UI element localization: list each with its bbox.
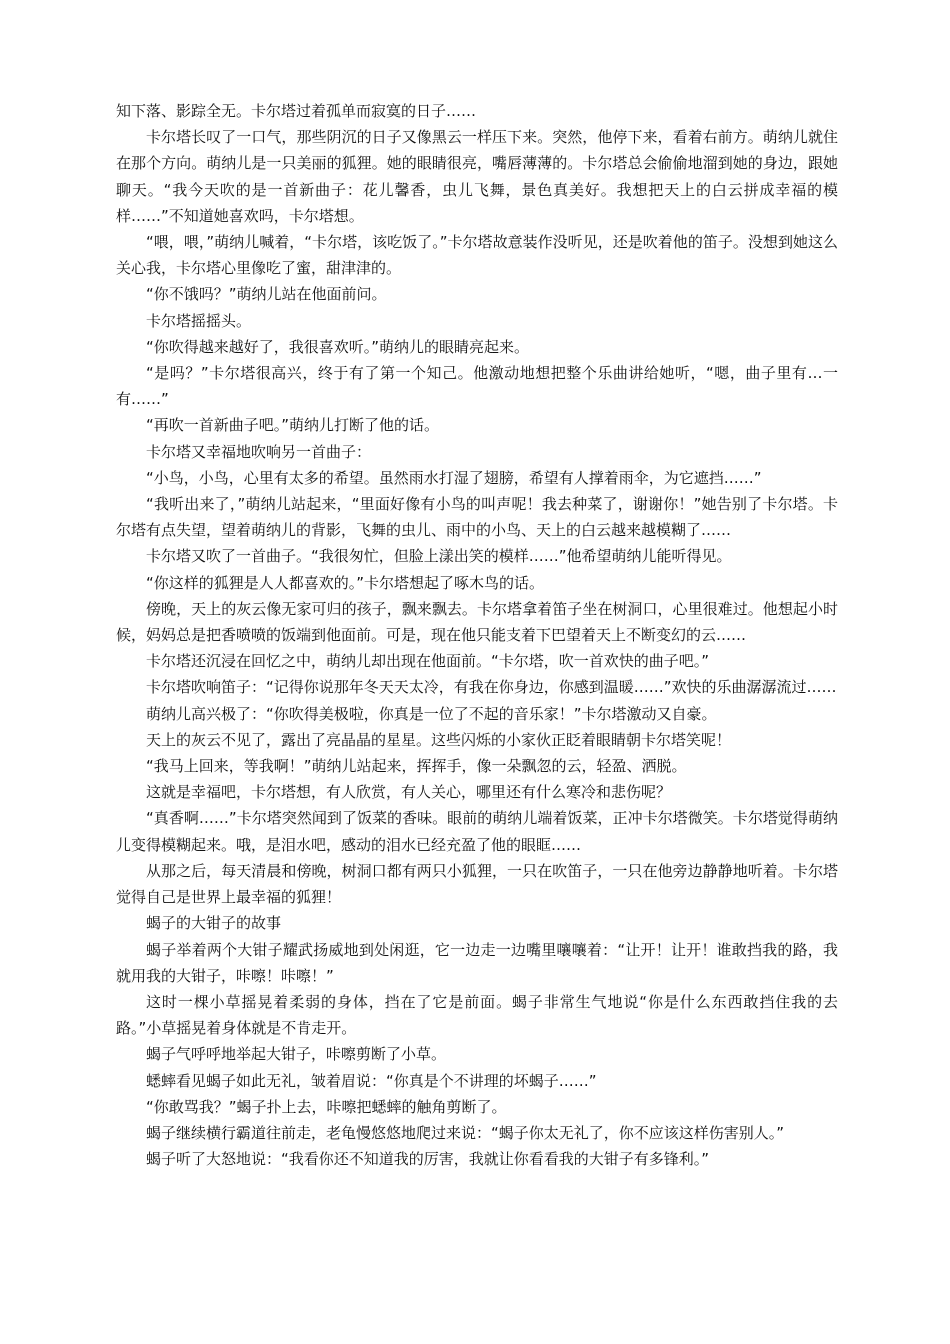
paragraph: “喂，喂，”萌纳儿喊着，“卡尔塔，该吃饭了。”卡尔塔故意装作没听见，还是吹着他的笛子。没想到她这么关心我，卡尔塔心里像吃了蜜，甜津津的。 bbox=[116, 233, 838, 278]
paragraph: “我听出来了，”萌纳儿站起来，“里面好像有小鸟的叫声呢！我去种菜了，谢谢你！”她告别了卡尔塔。卡尔塔有点失望，望着萌纳儿的背影，飞舞的虫儿、雨中的小鸟、天上的白云越来越模糊了…… bbox=[116, 495, 838, 540]
paragraph: “小鸟，小鸟，心里有太多的希望。虽然雨水打湿了翅膀，希望有人撑着雨伞，为它遮挡……” bbox=[146, 468, 762, 487]
paragraph: “你敢骂我？”蝎子扑上去，咔嚓把蟋蟀的触角剪断了。 bbox=[146, 1097, 507, 1116]
paragraph: 卡尔塔长叹了一口气，那些阴沉的日子又像黑云一样压下来。突然，他停下来，看着右前方。萌纳儿就住在那个方向。萌纳儿是一只美丽的狐狸。她的眼睛很亮，嘴唇薄薄的。卡尔塔总会偷偷地溜到她的身边，跟她聊天。“我今天吹的是一首新曲子：花儿馨香，虫儿飞舞，景色真美好。我想把天上的白云拼成幸福的模样……”不知道她喜欢吗，卡尔塔想。 bbox=[116, 128, 838, 225]
paragraph: 从那之后，每天清晨和傍晚，树洞口都有两只小狐狸，一只在吹笛子，一只在他旁边静静地听着。卡尔塔觉得自己是世界上最幸福的狐狸！ bbox=[116, 861, 838, 907]
paragraph: 卡尔塔还沉浸在回忆之中，萌纳儿却出现在他面前。“卡尔塔，吹一首欢快的曲子吧。” bbox=[146, 652, 710, 671]
paragraph: “真香啊……”卡尔塔突然闻到了饭菜的香味。眼前的萌纳儿端着饭菜，正冲卡尔塔微笑。卡尔塔觉得萌纳儿变得模糊起来。哦，是泪水吧，感动的泪水已经充盈了他的眼眶…… bbox=[116, 809, 838, 854]
paragraph: 卡尔塔摇摇头。 bbox=[146, 311, 252, 330]
paragraph: 卡尔塔又吹了一首曲子。“我很匆忙，但脸上漾出笑的模样……”他希望萌纳儿能听得见。 bbox=[146, 547, 732, 566]
paragraph: 知下落、影踪全无。卡尔塔过着孤单而寂寞的日子…… bbox=[116, 102, 477, 120]
paragraph: 卡尔塔又幸福地吹响另一首曲子： bbox=[146, 442, 372, 461]
paragraph: 蝎子举着两个大钳子耀武扬威地到处闲逛，它一边走一边嘴里嚷嚷着：“让开！让开！谁敢挡我的路，我就用我的大钳子，咔嚓！咔嚓！” bbox=[116, 940, 838, 985]
paragraph: 傍晚，天上的灰云像无家可归的孩子，飘来飘去。卡尔塔拿着笛子坐在树洞口，心里很难过。他想起小时候，妈妈总是把香喷喷的饭端到他面前。可是，现在他只能支着下巴望着天上不断变幻的云…… bbox=[116, 599, 838, 645]
paragraph: 蝎子继续横行霸道往前走，老龟慢悠悠地爬过来说：“蝎子你太无礼了，你不应该这样伤害别人。” bbox=[146, 1123, 785, 1142]
paragraph: “是吗？”卡尔塔很高兴，终于有了第一个知己。他激动地想把整个乐曲讲给她听，“嗯，曲子里有…一有……” bbox=[116, 364, 838, 409]
paragraph: “再吹一首新曲子吧。”萌纳儿打断了他的话。 bbox=[146, 416, 440, 435]
paragraph: 蝎子的大钳子的故事 bbox=[146, 914, 282, 933]
paragraph: “我马上回来，等我啊！”萌纳儿站起来，挥挥手，像一朵飘忽的云，轻盈、洒脱。 bbox=[146, 757, 687, 776]
paragraph: “你这样的狐狸是人人都喜欢的。”卡尔塔想起了啄木鸟的话。 bbox=[146, 573, 545, 592]
paragraph: 这时一棵小草摇晃着柔弱的身体，挡在了它是前面。蝎子非常生气地说“你是什么东西敢挡住我的去路。”小草摇晃着身体就是不肯走开。 bbox=[116, 992, 838, 1038]
paragraph: “你吹得越来越好了，我很喜欢听。”萌纳儿的眼睛亮起来。 bbox=[146, 337, 530, 356]
paragraph: 蝎子气呼呼地举起大钳子，咔嚓剪断了小草。 bbox=[146, 1045, 447, 1064]
paragraph: 蟋蟀看见蝎子如此无礼，皱着眉说：“你真是个不讲理的坏蝎子……” bbox=[146, 1071, 597, 1090]
document-body bbox=[116, 98, 838, 1172]
paragraph: 这就是幸福吧，卡尔塔想，有人欣赏，有人关心，哪里还有什么寒冷和悲伤呢？ bbox=[146, 783, 672, 802]
paragraph: 天上的灰云不见了，露出了亮晶晶的星星。这些闪烁的小家伙正眨着眼睛朝卡尔塔笑呢！ bbox=[146, 730, 732, 749]
paragraph: “你不饿吗？”萌纳儿站在他面前问。 bbox=[146, 285, 387, 304]
paragraph: 萌纳儿高兴极了：“你吹得美极啦，你真是一位了不起的音乐家！”卡尔塔激动又自豪。 bbox=[146, 704, 717, 723]
paragraph: 蝎子听了大怒地说：“我看你还不知道我的厉害，我就让你看看我的大钳子有多锋利。” bbox=[146, 1150, 710, 1169]
paragraph: 卡尔塔吹响笛子：“记得你说那年冬天天太冷，有我在你身边，你感到温暖……”欢快的乐曲潺潺流过…… bbox=[146, 678, 837, 697]
